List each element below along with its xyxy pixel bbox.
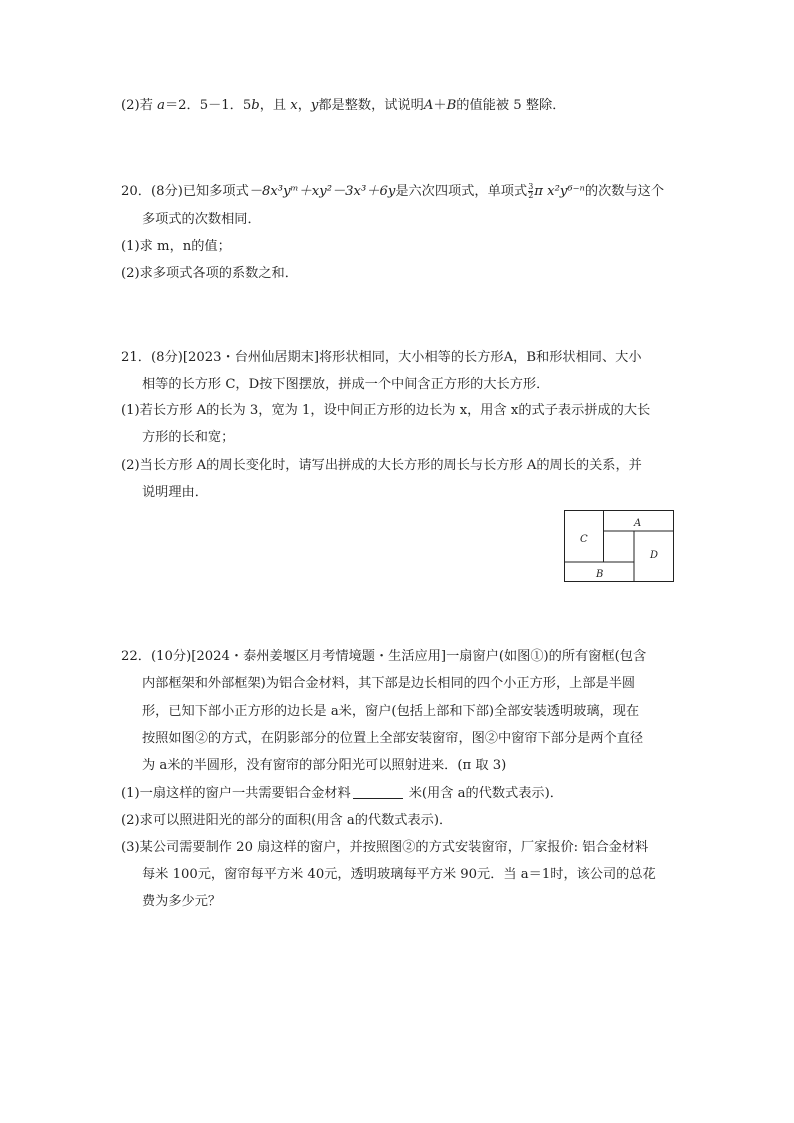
- q19-part2: (2)若 a＝2．5－1．5b，且 x，y都是整数，试说明A＋B的值能被 5 整除．: [121, 98, 566, 113]
- q21-part1-line1: (1)若长方形 A的长为 3，宽为 1，设中间正方形的边长为 x，用含 x的式子表示拼成的大长: [121, 403, 651, 418]
- q22-part3-line1: (3)某公司需要制作 20 扇这样的窗户，并按照图②的方式安装窗帘，厂家报价: 铝合金材料: [121, 840, 649, 855]
- q22-part1: (1)一扇这样的窗户一共需要铝合金材料 米(用含 a的代数式表示)．: [121, 786, 563, 801]
- label-a: A: [634, 518, 642, 529]
- q20-line2: 多项式的次数相同．: [142, 212, 261, 227]
- q21-part1-line2: 方形的长和宽；: [142, 430, 235, 445]
- outer-rectangle: [565, 511, 674, 582]
- label-d: D: [650, 550, 659, 561]
- q22-part3-line3: 费为多少元？: [142, 894, 222, 909]
- q21-part2-line2: 说明理由．: [142, 485, 208, 500]
- q21-line2: 相等的长方形 C，D按下图摆放，拼成一个中间含正方形的大长方形．: [142, 377, 550, 392]
- q21-part2-line1: (2)当长方形 A的周长变化时，请写出拼成的大长方形的周长与长方形 A的周长的关系，并: [121, 458, 642, 473]
- q22-line5: 为 a米的半圆形，没有窗帘的部分阳光可以照射进来．(π 取 3): [142, 758, 507, 773]
- q22-line3: 形，已知下部小正方形的边长是 a米，窗户(包括上部和下部)全部安装透明玻璃，现在: [142, 704, 640, 719]
- label-c: C: [580, 534, 588, 545]
- rectangle-arrangement-figure: [564, 510, 674, 582]
- q22-line2: 内部框架和外部框架)为铝合金材料，其下部是边长相同的四个小正方形，上部是半圆: [142, 676, 636, 691]
- q20-header: 20．(8分)已知多项式－8x³yᵐ＋xy²－3x³＋6y是六次四项式，单项式 $\frac{3}{2}$ π x²y⁶⁻ⁿ的次数与这个: [121, 182, 665, 200]
- q21-line1: 21．(8分)[2023・台州仙居期末]将形状相同，大小相等的长方形A，B和形状相同、大小: [121, 350, 642, 365]
- fraction: $\frac{3}{2}$: [528, 182, 534, 200]
- q22-line1: 22．(10分)[2024・泰州姜堰区月考情境题・生活应用]一扇窗户(如图①)的所有窗框(包含: [121, 649, 647, 664]
- q22-line4: 按照如图②的方式，在阴影部分的位置上全部安装窗帘，图②中窗帘下部分是两个直径: [142, 731, 644, 746]
- label-b: B: [596, 569, 604, 580]
- answer-blank[interactable]: [353, 784, 403, 799]
- q22-part3-line2: 每米 100元，窗帘每平方米 40元，透明玻璃每平方米 90元．当 a＝1时，该公司的总花: [142, 867, 656, 882]
- q20-part1: (1)求 m，n的值；: [121, 239, 231, 254]
- q20-part2: (2)求多项式各项的系数之和．: [121, 266, 298, 281]
- q22-part2: (2)求可以照进阳光的部分的面积(用含 a的代数式表示)．: [121, 813, 453, 828]
